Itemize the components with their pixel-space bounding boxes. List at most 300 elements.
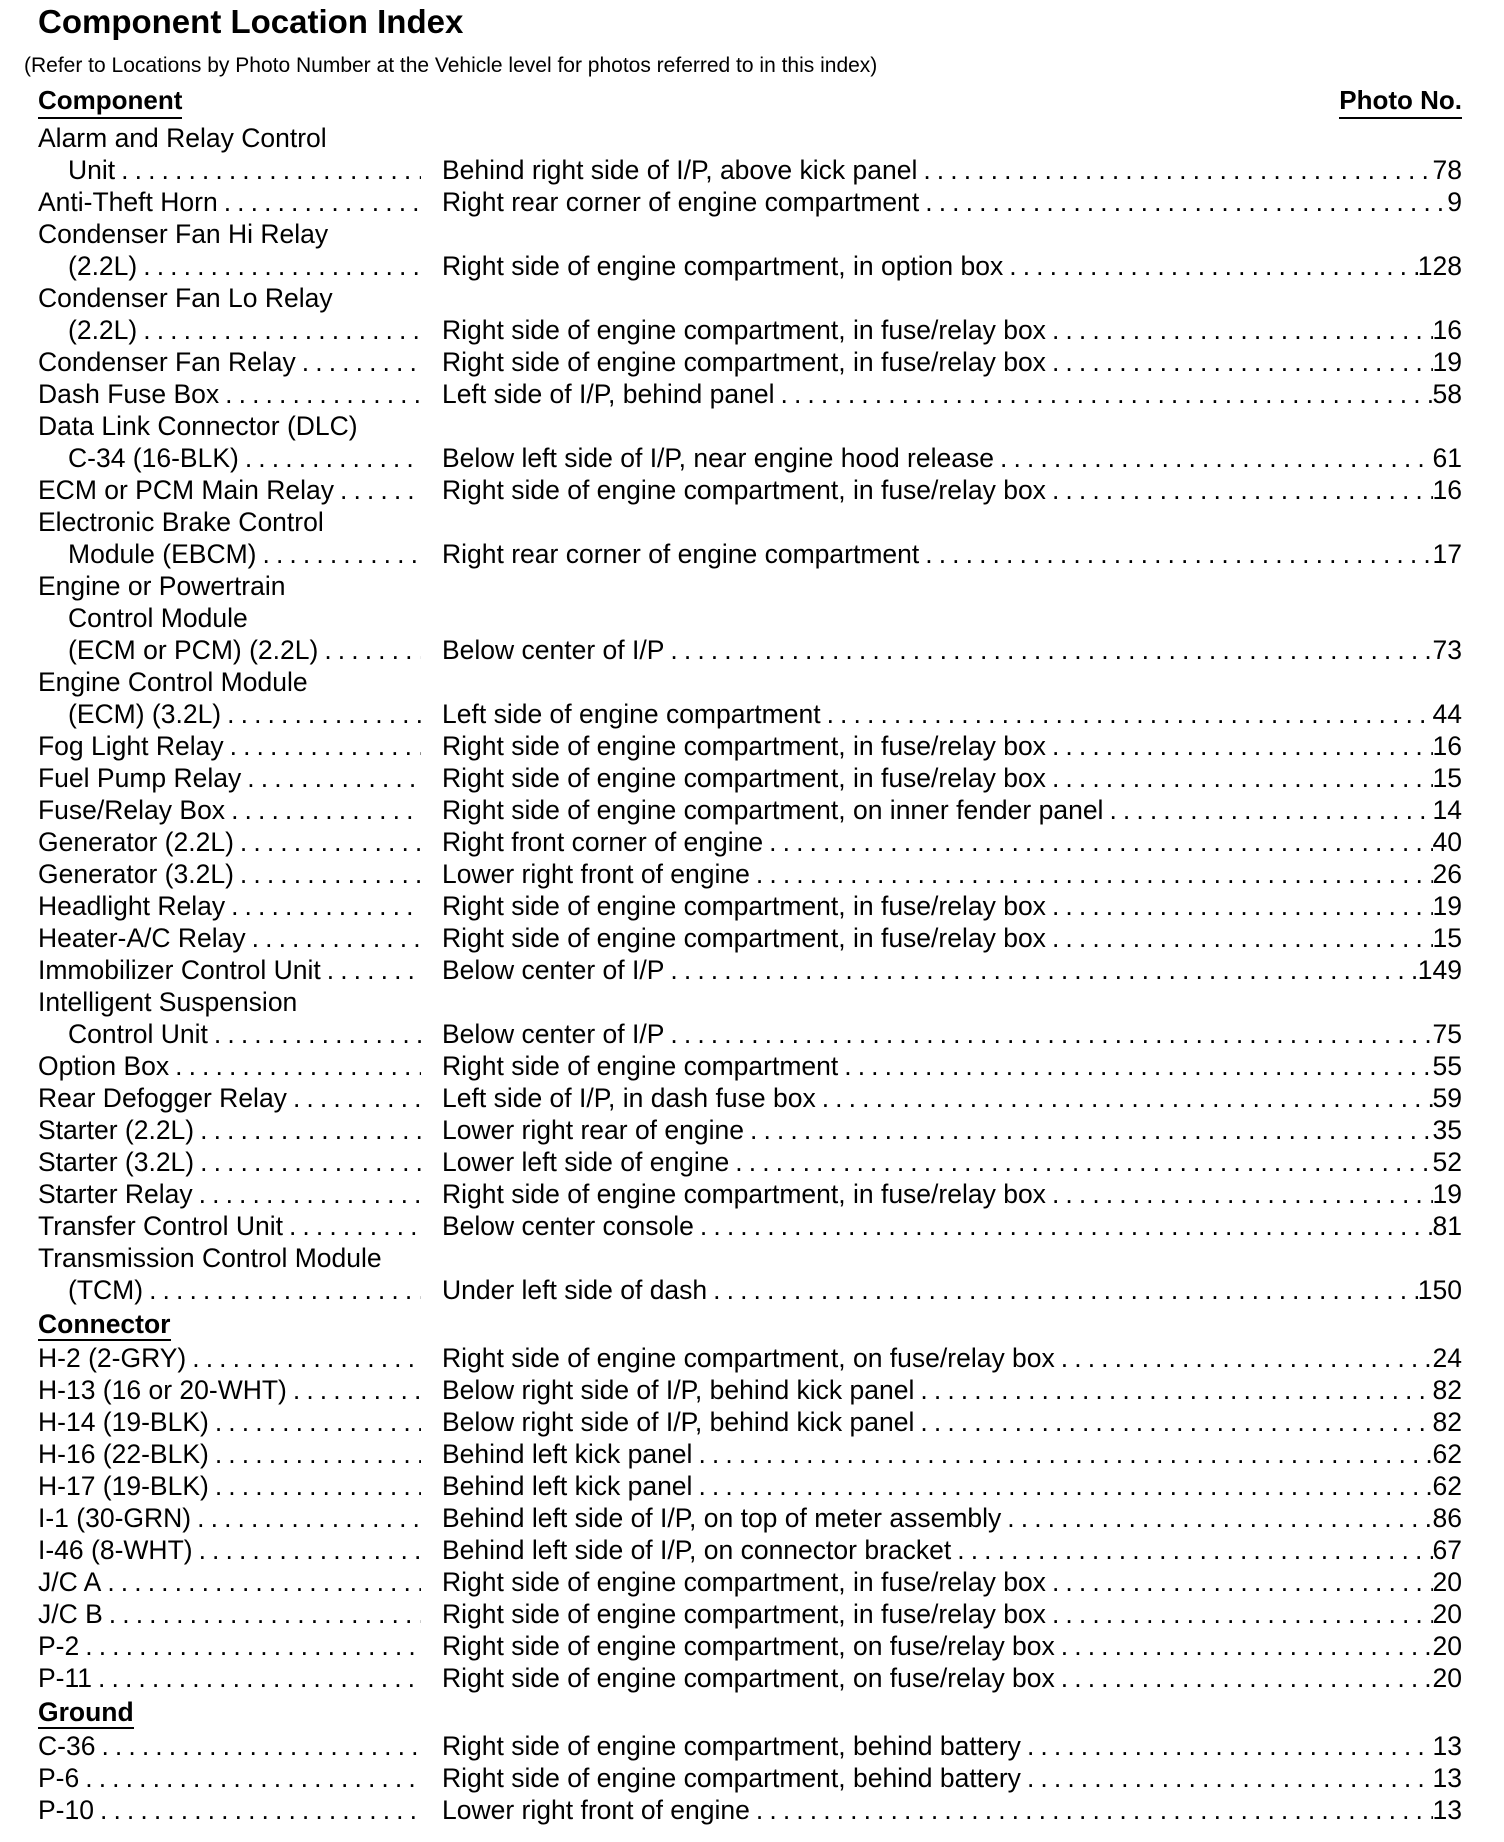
leader-dots bbox=[1021, 1730, 1433, 1762]
index-entry bbox=[38, 698, 1462, 730]
leader-dots bbox=[917, 154, 1432, 186]
component-name-cell bbox=[38, 1662, 421, 1694]
location-cell bbox=[421, 1342, 1462, 1374]
component-name: Control Module bbox=[68, 603, 248, 633]
leader-dots bbox=[1021, 1762, 1433, 1794]
leader-dots bbox=[186, 1342, 421, 1374]
component-name: Alarm and Relay Control bbox=[38, 123, 327, 153]
component-name-cell bbox=[38, 1598, 421, 1630]
component-name-cell bbox=[38, 1406, 421, 1438]
index-entry bbox=[38, 154, 1462, 186]
leader-dots bbox=[296, 346, 421, 378]
component-name: I-1 (30-GRN) bbox=[38, 1503, 192, 1533]
location-cell bbox=[421, 1534, 1462, 1566]
index-entry bbox=[38, 442, 1462, 474]
component-name-cell bbox=[38, 1630, 421, 1662]
component-name: Transmission Control Module bbox=[38, 1243, 382, 1273]
component-name: Generator (3.2L) bbox=[38, 859, 234, 889]
location-cell bbox=[421, 154, 1462, 186]
leader-dots bbox=[664, 1018, 1432, 1050]
component-name: Condenser Fan Lo Relay bbox=[38, 283, 333, 313]
leader-dots bbox=[919, 186, 1447, 218]
leader-dots bbox=[750, 858, 1433, 890]
location-cell bbox=[421, 1146, 1462, 1178]
leader-dots bbox=[1046, 1598, 1433, 1630]
photo-number: 73 bbox=[1432, 635, 1462, 665]
component-name-cell bbox=[38, 890, 421, 922]
location-cell bbox=[421, 314, 1462, 346]
component-name: H-2 (2-GRY) bbox=[38, 1343, 187, 1373]
component-name-cell bbox=[38, 570, 421, 602]
ground-heading: Ground bbox=[38, 1697, 134, 1727]
location-cell bbox=[421, 442, 1462, 474]
index-entry bbox=[38, 314, 1462, 346]
component-name-cell bbox=[38, 218, 421, 250]
leader-dots bbox=[692, 1470, 1432, 1502]
index-entry-name-continuation bbox=[38, 282, 1462, 314]
index-entry bbox=[38, 858, 1462, 890]
connector-heading: Connector bbox=[38, 1309, 171, 1339]
leader-dots bbox=[821, 698, 1433, 730]
location-cell bbox=[421, 1470, 1462, 1502]
location-cell bbox=[421, 858, 1462, 890]
photo-number: 82 bbox=[1432, 1407, 1462, 1437]
index-entry-name-continuation bbox=[38, 570, 1462, 602]
leader-dots bbox=[143, 1274, 421, 1306]
location-description: Below center console bbox=[442, 1211, 694, 1241]
leader-dots bbox=[246, 922, 421, 954]
photo-number: 61 bbox=[1432, 443, 1462, 473]
leader-dots bbox=[1046, 762, 1433, 794]
location-description: Below center of I/P bbox=[442, 955, 665, 985]
location-cell bbox=[421, 698, 1462, 730]
leader-dots bbox=[919, 538, 1432, 570]
leader-dots bbox=[775, 378, 1433, 410]
leader-dots bbox=[79, 1762, 421, 1794]
photo-number: 19 bbox=[1432, 891, 1462, 921]
index-entry-name-continuation bbox=[38, 410, 1462, 442]
leader-dots bbox=[914, 1406, 1432, 1438]
location-description: Right side of engine compartment, in fuse/relay box bbox=[442, 1599, 1046, 1629]
component-name-cell bbox=[38, 1730, 421, 1762]
leader-dots bbox=[79, 1630, 421, 1662]
location-cell bbox=[421, 346, 1462, 378]
component-name-cell bbox=[38, 1018, 421, 1050]
location-description: Right side of engine compartment, in fuse/relay box bbox=[442, 1567, 1046, 1597]
leader-dots bbox=[994, 442, 1433, 474]
location-cell bbox=[421, 1566, 1462, 1598]
component-name: Immobilizer Control Unit bbox=[38, 955, 321, 985]
index-entry bbox=[38, 954, 1462, 986]
component-name-cell bbox=[38, 506, 421, 538]
component-name: Starter (3.2L) bbox=[38, 1147, 195, 1177]
component-name: ECM or PCM Main Relay bbox=[38, 475, 334, 505]
index-entry bbox=[38, 634, 1462, 666]
index-entry bbox=[38, 730, 1462, 762]
photo-number: 78 bbox=[1432, 155, 1462, 185]
location-cell bbox=[421, 890, 1462, 922]
component-name-cell bbox=[38, 538, 421, 570]
location-description: Right side of engine compartment, on fuse/relay box bbox=[442, 1663, 1055, 1693]
index-entry bbox=[38, 378, 1462, 410]
page-subtitle: (Refer to Locations by Photo Number at the Vehicle level for photos referred to in this index) bbox=[24, 54, 878, 77]
component-name: P-2 bbox=[38, 1631, 80, 1661]
photo-number: 13 bbox=[1432, 1731, 1462, 1761]
photo-number: 15 bbox=[1432, 763, 1462, 793]
index-entry-name-continuation bbox=[38, 602, 1462, 634]
leader-dots bbox=[209, 1438, 421, 1470]
component-name-cell bbox=[38, 1470, 421, 1502]
photo-number: 20 bbox=[1432, 1631, 1462, 1661]
photo-number: 19 bbox=[1432, 1179, 1462, 1209]
location-cell bbox=[421, 378, 1462, 410]
leader-dots bbox=[729, 1146, 1432, 1178]
leader-dots bbox=[1003, 250, 1418, 282]
location-cell bbox=[421, 1502, 1462, 1534]
leader-dots bbox=[194, 1114, 421, 1146]
leader-dots bbox=[209, 1406, 421, 1438]
location-cell bbox=[421, 1794, 1462, 1826]
component-name-cell bbox=[38, 730, 421, 762]
component-name: Starter (2.2L) bbox=[38, 1115, 195, 1145]
index-entry-name-continuation bbox=[38, 986, 1462, 1018]
component-name: J/C A bbox=[38, 1567, 102, 1597]
location-description: Right side of engine compartment, on fuse/relay box bbox=[442, 1343, 1055, 1373]
index-entry bbox=[38, 1050, 1462, 1082]
component-name-cell bbox=[38, 922, 421, 954]
location-cell bbox=[421, 1274, 1462, 1306]
photo-number: 19 bbox=[1432, 347, 1462, 377]
index-entry bbox=[38, 1274, 1462, 1306]
location-cell bbox=[421, 1114, 1462, 1146]
location-description: Right side of engine compartment, in fuse/relay box bbox=[442, 891, 1046, 921]
location-cell bbox=[421, 250, 1462, 282]
photo-number: 15 bbox=[1432, 923, 1462, 953]
index-entry bbox=[38, 1438, 1462, 1470]
component-name: Fuse/Relay Box bbox=[38, 795, 226, 825]
photo-number: 26 bbox=[1432, 859, 1462, 889]
leader-dots bbox=[225, 794, 421, 826]
component-name-cell bbox=[38, 1210, 421, 1242]
location-cell bbox=[421, 1082, 1462, 1114]
component-name: Condenser Fan Relay bbox=[38, 347, 296, 377]
photo-number: 13 bbox=[1432, 1763, 1462, 1793]
location-description: Below center of I/P bbox=[442, 635, 665, 665]
photo-number: 86 bbox=[1432, 1503, 1462, 1533]
leader-dots bbox=[816, 1082, 1433, 1114]
component-name-cell bbox=[38, 346, 421, 378]
photo-number: 16 bbox=[1432, 315, 1462, 345]
index-entry-name-continuation bbox=[38, 122, 1462, 154]
component-name: (ECM) (3.2L) bbox=[68, 699, 222, 729]
leader-dots bbox=[1046, 346, 1433, 378]
component-name: P-11 bbox=[38, 1663, 93, 1693]
location-description: Right side of engine compartment, behind battery bbox=[442, 1731, 1021, 1761]
index-entry bbox=[38, 1470, 1462, 1502]
photo-number: 128 bbox=[1417, 251, 1462, 281]
column-header-component: Component bbox=[38, 85, 183, 115]
component-name: (TCM) bbox=[68, 1275, 144, 1305]
component-name-cell bbox=[38, 954, 421, 986]
leader-dots bbox=[239, 442, 421, 474]
leader-dots bbox=[1001, 1502, 1432, 1534]
leader-dots bbox=[137, 250, 421, 282]
location-description: Right front corner of engine bbox=[442, 827, 764, 857]
leader-dots bbox=[318, 634, 421, 666]
index-entry-name-continuation bbox=[38, 218, 1462, 250]
component-name-cell bbox=[38, 698, 421, 730]
component-name-cell bbox=[38, 1274, 421, 1306]
location-cell bbox=[421, 730, 1462, 762]
component-name-cell bbox=[38, 1178, 421, 1210]
location-cell bbox=[421, 634, 1462, 666]
photo-number: 55 bbox=[1432, 1051, 1462, 1081]
leader-dots bbox=[750, 1794, 1433, 1826]
component-name: Electronic Brake Control bbox=[38, 507, 324, 537]
location-description: Right side of engine compartment, in fuse/relay box bbox=[442, 475, 1046, 505]
photo-number: 62 bbox=[1432, 1471, 1462, 1501]
index-entry bbox=[38, 1566, 1462, 1598]
component-name: Intelligent Suspension bbox=[38, 987, 298, 1017]
location-description: Behind left side of I/P, on connector bracket bbox=[442, 1535, 952, 1565]
location-description: Right side of engine compartment, in fuse/relay box bbox=[442, 763, 1046, 793]
component-name-cell bbox=[38, 1082, 421, 1114]
component-name-cell bbox=[38, 442, 421, 474]
component-name-cell bbox=[38, 186, 421, 218]
connector-section-header bbox=[38, 1306, 1462, 1342]
leader-dots bbox=[287, 1082, 421, 1114]
index-entry bbox=[38, 1598, 1462, 1630]
location-description: Right side of engine compartment, on inner fender panel bbox=[442, 795, 1104, 825]
column-header-photo: Photo No. bbox=[1339, 85, 1462, 115]
leader-dots bbox=[1046, 730, 1433, 762]
photo-number: 14 bbox=[1432, 795, 1462, 825]
component-name-cell bbox=[38, 1146, 421, 1178]
component-name: J/C B bbox=[38, 1599, 103, 1629]
leader-dots bbox=[219, 378, 421, 410]
leader-dots bbox=[225, 890, 421, 922]
location-cell bbox=[421, 474, 1462, 506]
location-description: Right side of engine compartment, in fuse/relay box bbox=[442, 923, 1046, 953]
component-name-cell bbox=[38, 794, 421, 826]
location-description: Lower right front of engine bbox=[442, 1795, 750, 1825]
component-name-cell bbox=[38, 634, 421, 666]
location-cell bbox=[421, 1374, 1462, 1406]
component-name-cell bbox=[38, 986, 421, 1018]
leader-dots bbox=[838, 1050, 1432, 1082]
index-entry-name-continuation bbox=[38, 1242, 1462, 1274]
component-name-cell bbox=[38, 250, 421, 282]
component-name: Data Link Connector (DLC) bbox=[38, 411, 358, 441]
location-description: Lower left side of engine bbox=[442, 1147, 730, 1177]
photo-number: 75 bbox=[1432, 1019, 1462, 1049]
index-entry bbox=[38, 1210, 1462, 1242]
leader-dots bbox=[234, 858, 421, 890]
location-cell bbox=[421, 1050, 1462, 1082]
index-entry bbox=[38, 538, 1462, 570]
component-name-cell bbox=[38, 1342, 421, 1374]
leader-dots bbox=[707, 1274, 1418, 1306]
location-description: Left side of I/P, in dash fuse box bbox=[442, 1083, 816, 1113]
index-entry bbox=[38, 1730, 1462, 1762]
component-name-cell bbox=[38, 474, 421, 506]
component-name: (ECM or PCM) (2.2L) bbox=[68, 635, 319, 665]
index-entry bbox=[38, 1794, 1462, 1826]
leader-dots bbox=[334, 474, 421, 506]
location-description: Below right side of I/P, behind kick panel bbox=[442, 1375, 915, 1405]
leader-dots bbox=[1046, 474, 1433, 506]
component-name: Heater-A/C Relay bbox=[38, 923, 246, 953]
location-description: Right side of engine compartment, in fuse/relay box bbox=[442, 347, 1046, 377]
index-entry bbox=[38, 1146, 1462, 1178]
leader-dots bbox=[221, 698, 421, 730]
index-entry bbox=[38, 826, 1462, 858]
photo-number: 150 bbox=[1417, 1275, 1462, 1305]
component-name: P-10 bbox=[38, 1795, 94, 1825]
photo-number: 9 bbox=[1447, 187, 1462, 217]
location-description: Right side of engine compartment, in fuse/relay box bbox=[442, 1179, 1046, 1209]
photo-number: 62 bbox=[1432, 1439, 1462, 1469]
photo-number: 59 bbox=[1432, 1083, 1462, 1113]
location-description: Under left side of dash bbox=[442, 1275, 708, 1305]
leader-dots bbox=[1046, 1178, 1433, 1210]
component-name: P-6 bbox=[38, 1763, 80, 1793]
leader-dots bbox=[1046, 890, 1433, 922]
component-name: Module (EBCM) bbox=[68, 539, 257, 569]
location-cell bbox=[421, 186, 1462, 218]
component-name: H-13 (16 or 20-WHT) bbox=[38, 1375, 287, 1405]
index-entry-name-continuation bbox=[38, 666, 1462, 698]
photo-number: 20 bbox=[1432, 1663, 1462, 1693]
location-description: Below right side of I/P, behind kick panel bbox=[442, 1407, 915, 1437]
leader-dots bbox=[1055, 1662, 1433, 1694]
location-cell bbox=[421, 794, 1462, 826]
photo-number: 35 bbox=[1432, 1115, 1462, 1145]
photo-number: 16 bbox=[1432, 731, 1462, 761]
index-entry bbox=[38, 1374, 1462, 1406]
index-entry bbox=[38, 794, 1462, 826]
leader-dots bbox=[94, 1794, 421, 1826]
component-list bbox=[38, 122, 1462, 1826]
location-description: Right side of engine compartment, in fuse/relay box bbox=[442, 315, 1046, 345]
component-name-cell bbox=[38, 1242, 421, 1274]
leader-dots bbox=[914, 1374, 1432, 1406]
leader-dots bbox=[283, 1210, 421, 1242]
component-name: Engine Control Module bbox=[38, 667, 308, 697]
location-description: Right side of engine compartment, behind battery bbox=[442, 1763, 1021, 1793]
index-entry bbox=[38, 1082, 1462, 1114]
index-entry bbox=[38, 474, 1462, 506]
location-cell bbox=[421, 1598, 1462, 1630]
index-entry bbox=[38, 346, 1462, 378]
location-description: Below center of I/P bbox=[442, 1019, 665, 1049]
photo-number: 81 bbox=[1432, 1211, 1462, 1241]
location-cell bbox=[421, 1438, 1462, 1470]
leader-dots bbox=[744, 1114, 1433, 1146]
leader-dots bbox=[287, 1374, 421, 1406]
leader-dots bbox=[191, 1502, 421, 1534]
component-name: H-14 (19-BLK) bbox=[38, 1407, 209, 1437]
photo-number: 17 bbox=[1432, 539, 1462, 569]
component-name: Rear Defogger Relay bbox=[38, 1083, 287, 1113]
component-name-cell bbox=[38, 1502, 421, 1534]
index-entry bbox=[38, 1662, 1462, 1694]
location-description: Behind left kick panel bbox=[442, 1439, 693, 1469]
leader-dots bbox=[95, 1730, 421, 1762]
leader-dots bbox=[692, 1438, 1432, 1470]
location-description: Left side of engine compartment bbox=[442, 699, 821, 729]
leader-dots bbox=[193, 1534, 421, 1566]
leader-dots bbox=[169, 1050, 421, 1082]
location-cell bbox=[421, 1210, 1462, 1242]
component-name: (2.2L) bbox=[68, 315, 138, 345]
component-name-cell bbox=[38, 314, 421, 346]
component-name: Starter Relay bbox=[38, 1179, 193, 1209]
location-cell bbox=[421, 1630, 1462, 1662]
page-title: Component Location Index bbox=[38, 3, 464, 40]
component-name-cell bbox=[38, 1794, 421, 1826]
leader-dots bbox=[224, 730, 421, 762]
location-cell bbox=[421, 1662, 1462, 1694]
component-name-cell bbox=[38, 410, 421, 442]
component-name-cell bbox=[38, 666, 421, 698]
component-name: I-46 (8-WHT) bbox=[38, 1535, 193, 1565]
component-name: Engine or Powertrain bbox=[38, 571, 286, 601]
component-name: (2.2L) bbox=[68, 251, 138, 281]
component-name: H-17 (19-BLK) bbox=[38, 1471, 209, 1501]
leader-dots bbox=[103, 1598, 421, 1630]
leader-dots bbox=[1046, 314, 1433, 346]
leader-dots bbox=[951, 1534, 1432, 1566]
component-name-cell bbox=[38, 1762, 421, 1794]
leader-dots bbox=[92, 1662, 421, 1694]
leader-dots bbox=[257, 538, 422, 570]
component-name-cell bbox=[38, 1114, 421, 1146]
component-name-cell bbox=[38, 1050, 421, 1082]
leader-dots bbox=[193, 1178, 421, 1210]
component-name: Fog Light Relay bbox=[38, 731, 224, 761]
component-name-cell bbox=[38, 602, 421, 634]
component-name: Unit bbox=[68, 155, 116, 185]
index-entry bbox=[38, 1502, 1462, 1534]
component-name: Control Unit bbox=[68, 1019, 208, 1049]
component-name-cell bbox=[38, 826, 421, 858]
location-cell bbox=[421, 1406, 1462, 1438]
component-name-cell bbox=[38, 154, 421, 186]
ground-section-header bbox=[38, 1694, 1462, 1730]
component-name-cell bbox=[38, 1566, 421, 1598]
leader-dots bbox=[1055, 1630, 1433, 1662]
leader-dots bbox=[115, 154, 421, 186]
location-cell bbox=[421, 1178, 1462, 1210]
location-description: Right side of engine compartment bbox=[442, 1051, 839, 1081]
leader-dots bbox=[208, 1018, 421, 1050]
photo-number: 67 bbox=[1432, 1535, 1462, 1565]
index-entry bbox=[38, 1114, 1462, 1146]
index-entry bbox=[38, 1178, 1462, 1210]
leader-dots bbox=[321, 954, 421, 986]
location-description: Behind left kick panel bbox=[442, 1471, 693, 1501]
location-cell bbox=[421, 538, 1462, 570]
location-description: Below left side of I/P, near engine hood release bbox=[442, 443, 994, 473]
photo-number: 13 bbox=[1432, 1795, 1462, 1825]
leader-dots bbox=[1046, 922, 1433, 954]
leader-dots bbox=[1046, 1566, 1433, 1598]
component-name-cell bbox=[38, 858, 421, 890]
component-name: Condenser Fan Hi Relay bbox=[38, 219, 329, 249]
photo-number: 44 bbox=[1432, 699, 1462, 729]
index-entry bbox=[38, 922, 1462, 954]
